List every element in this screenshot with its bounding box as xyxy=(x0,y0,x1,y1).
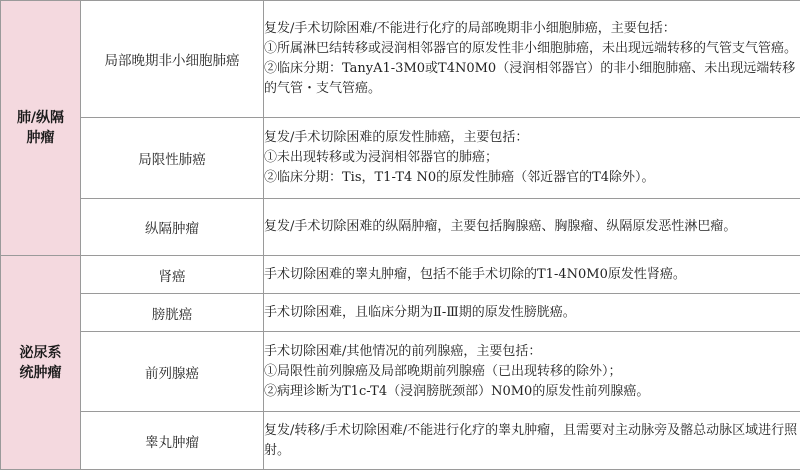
description-line: ②病理诊断为T1c-T4（浸润膀胱颈部）N0M0的原发性前列腺癌。 xyxy=(264,383,650,399)
disease-name-cell: 前列腺癌 xyxy=(81,332,264,412)
disease-name-cell: 睾丸肿瘤 xyxy=(81,412,264,470)
description-line: ②临床分期：TanyA1-3M0或T4N0M0（浸润相邻器官）的非小细胞肺癌、未出现远端转移的气管・支气管癌。 xyxy=(264,61,796,96)
category-label: 统肿瘤 xyxy=(19,364,62,381)
table-row xyxy=(1,118,800,199)
description-cell xyxy=(264,199,800,256)
description-cell xyxy=(264,294,800,332)
description-cell xyxy=(264,118,800,199)
table-row xyxy=(1,412,800,470)
category-label: 肿瘤 xyxy=(26,130,55,146)
category-cell-lung-mediastinum xyxy=(1,1,81,256)
description-line: 复发/手术切除困难的原发性肺癌，主要包括： xyxy=(264,130,529,145)
description-line: 手术切除困难/其他情况的前列腺癌，主要包括： xyxy=(264,343,542,359)
description-line: 复发/转移/手术切除困难/不能进行化疗的睾丸肿瘤，且需要对主动脉旁及髂总动脉区域进行照射。 xyxy=(264,422,798,458)
description-line: 复发/手术切除困难/不能进行化疗的局部晚期非小细胞肺癌，主要包括： xyxy=(264,21,676,36)
description-cell xyxy=(264,332,800,412)
description-line: ①局限性前列腺癌及局部晚期前列腺癌（已出现转移的除外）； xyxy=(264,363,622,379)
disease-name-cell: 肾癌 xyxy=(81,256,264,294)
description-line: 复发/手术切除困难的纵隔肿瘤，主要包括胸腺癌、胸腺瘤、纵隔原发恶性淋巴瘤。 xyxy=(264,219,737,234)
description-line: 手术切除困难，且临床分期为Ⅱ-Ⅲ期的原发性膀胱癌。 xyxy=(264,304,576,320)
disease-name-cell: 局限性肺癌 xyxy=(81,118,264,199)
description-line: 手术切除困难的睾丸肿瘤，包括不能手术切除的T1-4N0M0原发性肾癌。 xyxy=(264,266,686,282)
description-line: ②临床分期：Tis，T1-T4 N0的原发性肺癌（邻近器官的T4除外）。 xyxy=(264,170,655,185)
description-line: ①所属淋巴结转移或浸润相邻器官的原发性非小细胞肺癌，未出现远端转移的气管支气管癌。 xyxy=(264,41,798,56)
table-row xyxy=(1,294,800,332)
table-row xyxy=(1,1,800,118)
category-label: 泌尿系 xyxy=(19,344,62,361)
description-cell xyxy=(264,412,800,470)
table-row xyxy=(1,199,800,256)
table-row xyxy=(1,256,800,294)
category-label: 肺/纵隔 xyxy=(16,110,65,126)
disease-name-cell: 局部晚期非小细胞肺癌 xyxy=(81,1,264,118)
description-cell xyxy=(264,256,800,294)
category-cell-urinary xyxy=(1,256,81,470)
description-line: ①未出现转移或为浸润相邻器官的肺癌； xyxy=(264,150,499,165)
disease-name-cell: 纵隔肿瘤 xyxy=(81,199,264,256)
description-cell xyxy=(264,1,800,118)
table-row xyxy=(1,332,800,412)
disease-name-cell: 膀胱癌 xyxy=(81,294,264,332)
